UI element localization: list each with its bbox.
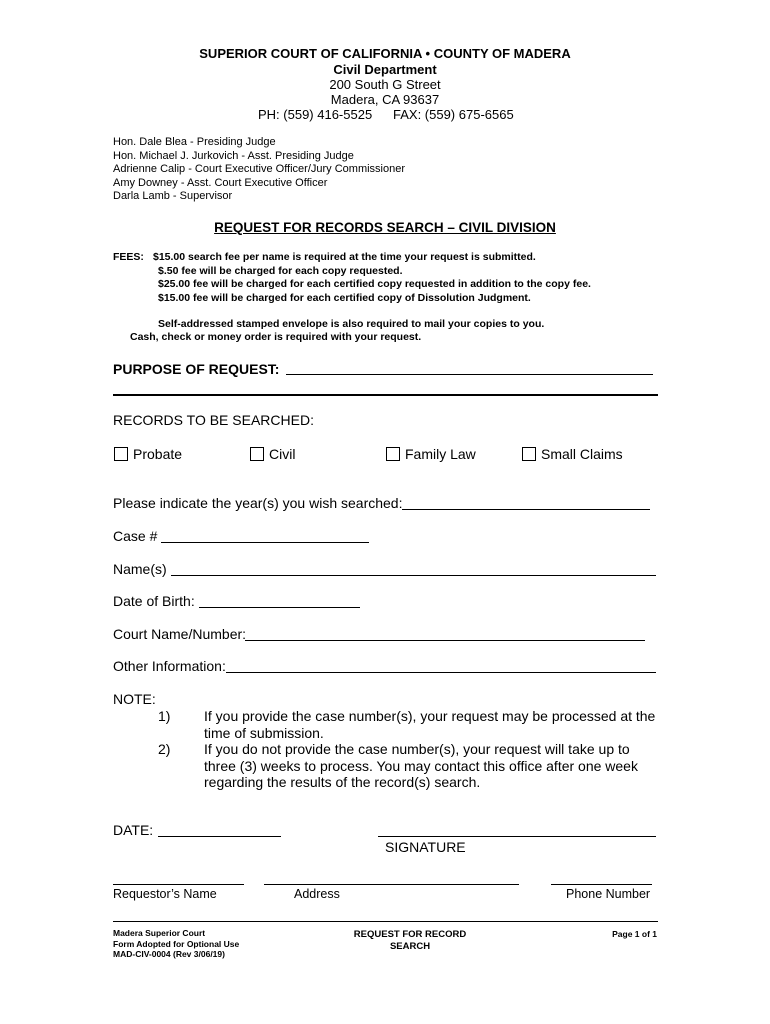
court-name-label: Court Name/Number: [113, 626, 247, 642]
note-number: 2) [158, 741, 171, 757]
date-field[interactable] [158, 836, 281, 837]
note-text [204, 708, 655, 741]
requestor-name-label: Requestor’s Name [113, 887, 217, 901]
probate-checkbox[interactable] [114, 447, 128, 461]
purpose-label: PURPOSE OF REQUEST: [113, 361, 280, 377]
case-number-field[interactable] [161, 542, 369, 543]
footer-form-name: SEARCH [389, 941, 431, 952]
official-name: Darla Lamb - Supervisor [113, 190, 233, 202]
city-address: Madera, CA 93637 [330, 92, 440, 107]
footer-divider [113, 921, 658, 922]
form-title: REQUEST FOR RECORDS SEARCH – CIVIL DIVISION [214, 220, 556, 235]
officials-list [113, 136, 405, 204]
footer-center [330, 929, 490, 953]
address-label: Address [294, 887, 340, 901]
phone-field[interactable] [551, 884, 652, 885]
purpose-field-line-2[interactable] [113, 394, 658, 396]
fees-label: FEES: [113, 251, 144, 263]
fax-number: FAX: (559) 675-6565 [393, 107, 514, 122]
footer-adopted: Form Adopted for Optional Use [113, 938, 240, 949]
signature-label: SIGNATURE [385, 839, 466, 855]
note-text [204, 741, 638, 791]
official-name: Hon. Dale Blea - Presiding Judge [113, 136, 276, 148]
requestor-name-field[interactable] [113, 884, 244, 885]
family-law-checkbox[interactable] [386, 447, 400, 461]
page-number: Page 1 of 1 [612, 929, 657, 939]
records-label: RECORDS TO BE SEARCHED: [113, 412, 314, 428]
dob-label: Date of Birth: [113, 593, 195, 609]
note-line: regarding the results of the record(s) search. [204, 774, 481, 790]
court-name: SUPERIOR COURT OF CALIFORNIA • COUNTY OF MADERA [199, 46, 571, 61]
phone-number: PH: (559) 416-5525 [258, 107, 373, 122]
fee-line: $25.00 fee will be charged for each certified copy requested in addition to the copy fee. [158, 278, 591, 290]
family-law-label: Family Law [405, 446, 476, 462]
department-name: Civil Department [333, 62, 437, 77]
phone-label: Phone Number [566, 887, 651, 901]
note-line: If you provide the case number(s), your request may be processed at the [204, 708, 656, 724]
footer-form-name: REQUEST FOR RECORD [353, 929, 467, 940]
note-line: time of submission. [204, 724, 324, 741]
note-line: three (3) weeks to process. You may contact this office after one week [204, 757, 638, 774]
years-field[interactable] [402, 509, 650, 510]
small-claims-label: Small Claims [541, 446, 623, 462]
official-name: Hon. Michael J. Jurkovich - Asst. Presiding Judge [113, 149, 354, 162]
names-field[interactable] [171, 575, 656, 576]
footer-left [113, 928, 239, 960]
other-info-field[interactable] [226, 672, 656, 673]
official-name: Amy Downey - Asst. Court Executive Officer [113, 176, 328, 189]
civil-label: Civil [269, 446, 296, 462]
years-label: Please indicate the year(s) you wish searched: [113, 495, 403, 511]
address-field[interactable] [264, 884, 519, 885]
court-name-field[interactable] [245, 640, 645, 641]
official-name: Adrienne Calip - Court Executive Officer/Jury Commissioner [113, 163, 406, 175]
note-line: If you do not provide the case number(s), your request will take up to [204, 741, 630, 757]
names-label: Name(s) [113, 561, 167, 577]
note-number: 1) [158, 708, 171, 724]
other-info-label: Other Information: [113, 658, 226, 674]
purpose-field[interactable] [286, 374, 653, 375]
dob-field[interactable] [199, 607, 360, 608]
envelope-notice: Self-addressed stamped envelope is also required to mail your copies to you. [158, 318, 545, 330]
signature-field[interactable] [378, 836, 656, 837]
fee-line: $15.00 search fee per name is required at the time your request is submitted. [153, 251, 536, 263]
small-claims-checkbox[interactable] [522, 447, 536, 461]
footer-form-number: MAD-CIV-0004 (Rev 3/06/19) [113, 949, 225, 959]
civil-checkbox[interactable] [250, 447, 264, 461]
date-label: DATE: [113, 822, 154, 838]
note-label: NOTE: [113, 691, 156, 707]
footer-court: Madera Superior Court [113, 928, 206, 938]
street-address: 200 South G Street [329, 77, 441, 92]
fee-line: $.50 fee will be charged for each copy requested. [158, 265, 403, 277]
payment-notice: Cash, check or money order is required with your request. [130, 331, 422, 343]
fee-line: $15.00 fee will be charged for each certified copy of Dissolution Judgment. [158, 292, 531, 304]
case-number-label: Case # [113, 528, 158, 544]
probate-label: Probate [133, 446, 183, 462]
